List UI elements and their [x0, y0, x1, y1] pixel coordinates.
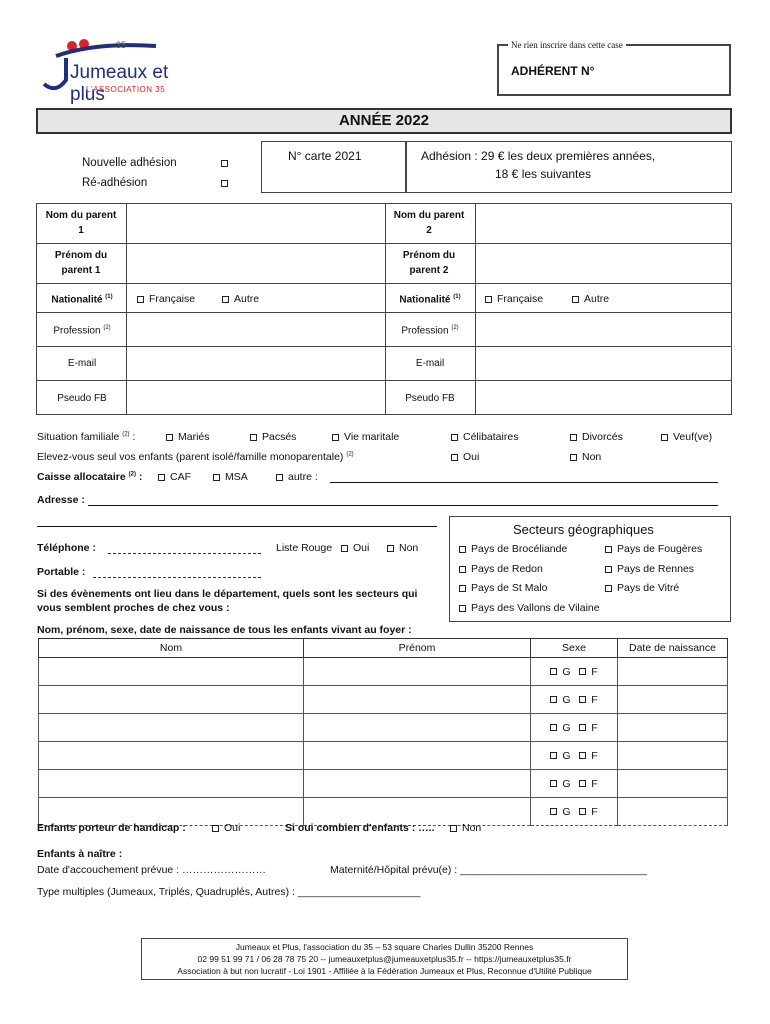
parent1-pseudo-field[interactable]	[127, 381, 384, 414]
child-sex-cell	[531, 658, 618, 686]
child-birthdate-cell[interactable]	[618, 658, 728, 686]
checkbox-icon	[213, 474, 220, 481]
sector-broceliande[interactable]: Pays de Brocéliande	[459, 543, 567, 555]
handicap-no[interactable]: Non	[450, 822, 481, 834]
parent1-pseudo-label: Pseudo FB	[57, 393, 107, 404]
child-birthdate-cell[interactable]	[618, 686, 728, 714]
checkbox-icon	[158, 474, 165, 481]
parent2-name-label: Nom du parent 2	[393, 210, 465, 236]
situation-single[interactable]: Célibataires	[451, 431, 518, 443]
parent1-profession-field[interactable]	[127, 313, 384, 345]
handicap-label: Enfants porteur de handicap :	[37, 822, 186, 834]
checkbox-icon	[579, 808, 586, 815]
checkbox-icon	[485, 296, 492, 303]
checkbox-icon	[550, 668, 557, 675]
parent2-email-field[interactable]	[476, 347, 731, 379]
footer-legal: Association à but non lucratif - Loi 1901 - Affiliée à la Fédération Jumeaux et Plus, Reconnue d'Utilité Publique	[177, 966, 592, 976]
sex-g-option[interactable]: G	[550, 666, 570, 678]
parent2-profession-field[interactable]	[476, 313, 731, 345]
renewal-checkbox[interactable]	[221, 180, 228, 187]
fee-line-2: 18 € les suivantes	[495, 167, 592, 181]
child-sex-cell	[531, 770, 618, 798]
checkbox-icon	[570, 434, 577, 441]
mobile-label: Portable :	[37, 566, 86, 578]
handicap-count-label: Si oui combien d'enfants : …..	[285, 822, 435, 834]
col-sexe: Sexe	[531, 639, 618, 658]
sex-f-option[interactable]: F	[579, 666, 597, 678]
single-parent-yes[interactable]: Oui	[451, 451, 479, 463]
child-name-cell[interactable]	[39, 714, 304, 742]
caisse-caf[interactable]: CAF	[158, 471, 191, 483]
parent1-email-field[interactable]	[127, 347, 384, 379]
child-firstname-cell[interactable]	[304, 770, 531, 798]
sectors-title: Secteurs géographiques	[513, 522, 654, 537]
children-heading: Nom, prénom, sexe, date de naissance de tous les enfants vivant au foyer :	[37, 624, 412, 636]
caisse-label: Caisse allocataire $^{(2)}$ :	[37, 471, 143, 483]
sex-f-option[interactable]: F	[579, 694, 597, 706]
col-birthdate: Date de naissance	[618, 639, 728, 658]
child-name-cell[interactable]	[39, 742, 304, 770]
checkbox-icon	[276, 474, 283, 481]
table-row	[39, 770, 728, 798]
card-number-label: N° carte 2021	[288, 149, 362, 163]
checkbox-icon	[459, 546, 466, 553]
member-number-label: ADHÉRENT N°	[511, 64, 595, 78]
checkbox-icon	[579, 668, 586, 675]
checkbox-icon	[605, 566, 612, 573]
child-name-cell[interactable]	[39, 686, 304, 714]
child-name-cell[interactable]	[39, 658, 304, 686]
due-date-field[interactable]: Date d'accouchement prévue : ……………………	[37, 864, 267, 876]
col-nom: Nom	[39, 639, 304, 658]
checkbox-icon	[341, 545, 348, 552]
events-question-1: Si des évènements ont lieu dans le département, quels sont les secteurs qui	[37, 588, 418, 600]
caisse-msa[interactable]: MSA	[213, 471, 248, 483]
address-line-1[interactable]	[88, 505, 718, 506]
child-name-cell[interactable]	[39, 770, 304, 798]
parent1-name-field[interactable]	[127, 204, 384, 242]
children-table	[38, 638, 728, 826]
footer-box	[141, 938, 628, 980]
parent1-firstname-label: Prénom du parent 1	[54, 250, 108, 276]
checkbox-icon	[459, 605, 466, 612]
renewal-label: Ré-adhésion	[82, 177, 148, 189]
sex-g-option[interactable]: G	[550, 750, 570, 762]
sex-f-option[interactable]: F	[579, 750, 597, 762]
checkbox-icon	[387, 545, 394, 552]
handicap-yes[interactable]: Oui	[212, 822, 240, 834]
title-bar	[36, 108, 732, 134]
child-birthdate-cell[interactable]	[618, 798, 728, 826]
sex-g-option[interactable]: G	[550, 806, 570, 818]
maternity-field[interactable]: Maternité/Hôpital prévu(e) : ________________________________	[330, 864, 648, 876]
checkbox-icon	[212, 825, 219, 832]
col-prenom: Prénom	[304, 639, 531, 658]
child-firstname-cell[interactable]	[304, 714, 531, 742]
footer-address: Jumeaux et Plus, l'association du 35 – 53 square Charles Dullin 35200 Rennes	[235, 942, 534, 952]
single-parent-question: Elevez-vous seul vos enfants (parent isolé/famille monoparentale) $^{(2)}$	[37, 451, 354, 463]
parent2-pseudo-label: Pseudo FB	[405, 393, 455, 404]
family-situation-label: Situation familiale $^{(2)}$ :	[37, 431, 136, 443]
table-row	[39, 658, 728, 686]
situation-cohabiting[interactable]: Vie maritale	[332, 431, 399, 443]
checkbox-icon	[550, 696, 557, 703]
checkbox-icon	[332, 434, 339, 441]
sex-f-option[interactable]: F	[579, 722, 597, 734]
checkbox-icon	[137, 296, 144, 303]
parent2-email-label: E-mail	[415, 358, 445, 369]
card-number-box[interactable]	[261, 141, 406, 193]
office-notice: Ne rien inscrire dans cette case	[508, 40, 626, 50]
parent2-nationality-label: Nationalité $^{(1)}$	[399, 294, 461, 306]
sex-f-option[interactable]: F	[579, 778, 597, 790]
fee-line-1: Adhésion : 29 € les deux premières années,	[421, 149, 656, 163]
table-row	[39, 714, 728, 742]
checkbox-icon	[451, 434, 458, 441]
checkbox-icon	[579, 780, 586, 787]
multiples-type-field[interactable]: Type multiples (Jumeaux, Triplés, Quadruplés, Autres) : _____________________	[37, 886, 421, 898]
logo	[36, 36, 206, 105]
sex-g-option[interactable]: G	[550, 722, 570, 734]
parent2-firstname-label: Prénom du parent 2	[402, 250, 456, 276]
child-birthdate-cell[interactable]	[618, 770, 728, 798]
child-firstname-cell[interactable]	[304, 686, 531, 714]
parent2-nat-french[interactable]: Française	[485, 293, 543, 305]
parent1-email-label: E-mail	[67, 358, 97, 369]
sector-st-malo[interactable]: Pays de St Malo	[459, 582, 547, 594]
checkbox-icon	[605, 585, 612, 592]
parent2-profession-label: Profession $^{(2)}$	[401, 325, 459, 337]
child-sex-cell	[531, 714, 618, 742]
fee-box	[406, 141, 732, 193]
parent1-profession-label: Profession $^{(2)}$	[53, 325, 111, 337]
checkbox-icon	[250, 434, 257, 441]
phone-label: Téléphone :	[37, 542, 96, 554]
checkbox-icon	[450, 825, 457, 832]
parent1-name-label: Nom du parent 1	[45, 210, 117, 236]
child-firstname-cell[interactable]	[304, 742, 531, 770]
child-birthdate-cell[interactable]	[618, 742, 728, 770]
sector-redon[interactable]: Pays de Redon	[459, 563, 543, 575]
parent2-firstname-field[interactable]	[476, 244, 731, 282]
page-title: ANNÉE 2022	[338, 112, 430, 129]
situation-widowed[interactable]: Veuf(ve)	[661, 431, 712, 443]
sex-g-option[interactable]: G	[550, 778, 570, 790]
sex-f-option[interactable]: F	[579, 806, 597, 818]
checkbox-icon	[605, 546, 612, 553]
sector-rennes[interactable]: Pays de Rennes	[605, 563, 694, 575]
caisse-other[interactable]: autre :	[276, 471, 318, 483]
events-question-2: vous semblent proches de chez vous :	[37, 602, 230, 614]
sector-vitre[interactable]: Pays de Vitré	[605, 582, 679, 594]
checkbox-icon	[579, 696, 586, 703]
sector-fougeres[interactable]: Pays de Fougères	[605, 543, 702, 555]
checkbox-icon	[459, 585, 466, 592]
red-list-label: Liste Rouge	[276, 542, 333, 554]
checkbox-icon	[570, 454, 577, 461]
checkbox-icon	[550, 752, 557, 759]
footer-contact: 02 99 51 99 71 / 06 28 78 75 20 -- jumeauxetplus@jumeauxetplus35.fr -- https://jumeauxetplus35.fr	[197, 954, 572, 964]
checkbox-icon	[550, 780, 557, 787]
parent1-nationality-label: Nationalité $^{(1)}$	[51, 294, 113, 306]
parent1-nat-french[interactable]: Française	[137, 293, 195, 305]
situation-divorced[interactable]: Divorcés	[570, 431, 623, 443]
logo-subtext: L'ASSOCIATION 35	[86, 85, 166, 94]
sector-vallons-vilaine[interactable]: Pays des Vallons de Vilaine	[459, 602, 600, 614]
unborn-label: Enfants à naître :	[37, 848, 123, 860]
caisse-other-line[interactable]	[330, 482, 718, 483]
red-list-yes[interactable]: Oui	[341, 542, 369, 554]
parent2-name-field[interactable]	[476, 204, 731, 242]
child-sex-cell	[531, 742, 618, 770]
sex-g-option[interactable]: G	[550, 694, 570, 706]
situation-married[interactable]: Mariés	[166, 431, 210, 443]
checkbox-icon	[661, 434, 668, 441]
child-sex-cell	[531, 798, 618, 826]
situation-pacs[interactable]: Pacsés	[250, 431, 296, 443]
checkbox-icon	[459, 566, 466, 573]
address-label: Adresse :	[37, 494, 85, 506]
checkbox-icon	[166, 434, 173, 441]
parent2-pseudo-field[interactable]	[476, 381, 731, 414]
logo-number: 35	[116, 40, 127, 50]
single-parent-no[interactable]: Non	[570, 451, 601, 463]
checkbox-icon	[451, 454, 458, 461]
checkbox-icon	[550, 724, 557, 731]
table-row	[39, 686, 728, 714]
mobile-line[interactable]	[93, 577, 261, 578]
table-row	[39, 742, 728, 770]
new-membership-checkbox[interactable]	[221, 160, 228, 167]
parent2-nat-other[interactable]: Autre	[572, 293, 609, 305]
checkbox-icon	[579, 752, 586, 759]
child-firstname-cell[interactable]	[304, 658, 531, 686]
checkbox-icon	[222, 296, 229, 303]
checkbox-icon	[579, 724, 586, 731]
child-sex-cell	[531, 686, 618, 714]
address-line-2[interactable]	[37, 526, 437, 527]
new-membership-label: Nouvelle adhésion	[82, 157, 177, 169]
parent1-firstname-field[interactable]	[127, 244, 384, 282]
red-list-no[interactable]: Non	[387, 542, 418, 554]
logo-text: Jumeaux et plus	[70, 62, 169, 105]
parent1-nat-other[interactable]: Autre	[222, 293, 259, 305]
checkbox-icon	[550, 808, 557, 815]
child-birthdate-cell[interactable]	[618, 714, 728, 742]
checkbox-icon	[572, 296, 579, 303]
phone-line[interactable]	[108, 553, 261, 554]
